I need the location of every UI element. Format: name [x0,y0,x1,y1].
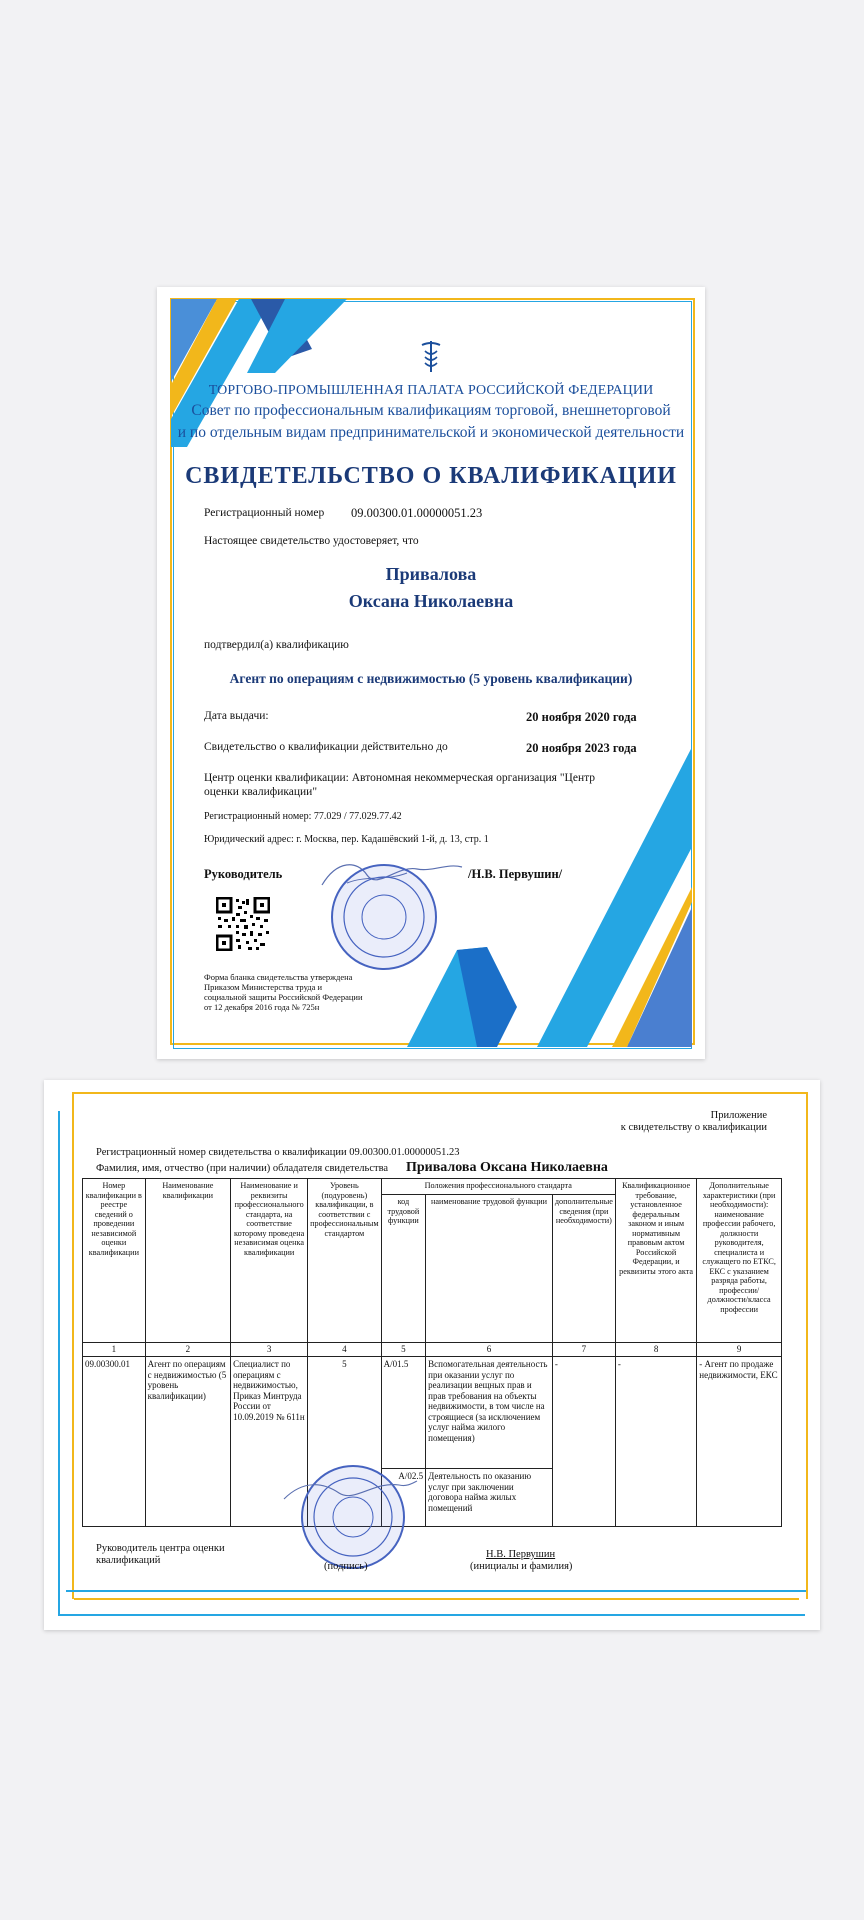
col-number: 7 [552,1343,615,1357]
certificate-title: СВИДЕТЕЛЬСТВО О КВАЛИФИКАЦИИ [185,463,677,489]
certifies-text: Настоящее свидетельство удостоверяет, что [204,535,419,547]
col-header-qualification: Наименование квалификации [145,1179,230,1343]
cell-function-code-2: A/02.5 [381,1469,426,1527]
qr-code-icon [216,897,270,951]
col-header-standard: Наименование и реквизиты профессионального стандарта, на соответствие которому проведена независимая оценка квалификации [231,1179,308,1343]
cell-function-name-1: Вспомогательная деятельность при оказании услуг по реализации вещных прав и прав требования на объекты недвижимости, в том числе на строящиеся (за исключением услуг найма жилого помещения) [426,1357,553,1469]
cell-requirement: - [615,1357,696,1527]
org-name-line2: Совет по профессиональным квалификациям торговой, внешнеторговой [191,402,671,419]
confirmed-text: подтвердил(а) квалификацию [204,639,349,651]
cell-additional: - Агент по продаже недвижимости, ЕКС [697,1357,782,1527]
holder-surname: Привалова [385,564,477,584]
col-header-function-code: код трудовой функции [381,1195,426,1343]
head-name: /Н.В. Первушин/ [468,867,563,881]
org-name-line1: ТОРГОВО-ПРОМЫШЛЕННАЯ ПАЛАТА РОССИЙСКОЙ ФЕДЕРАЦИИ [208,383,654,398]
appendix-gold-line [74,1598,799,1600]
form-note-line2: Приказом Министерства труда и [204,982,323,992]
appendix-reg-line: Регистрационный номер свидетельства о квалификации 09.00300.01.00000051.23 [96,1147,460,1158]
official-stamp-icon [329,862,439,972]
appendix-page [44,1080,820,1630]
footer-head-label-line2: квалификаций [96,1555,161,1566]
col-header-requirement: Квалификационное требование, установленное федеральным законом и иным нормативным правовым актом Российской Федерации, и реквизиты этого акта [615,1179,696,1343]
form-note-line1: Форма бланка свидетельства утверждена [204,972,353,982]
cell-level: 5 [308,1357,381,1527]
center-address: Юридический адрес: г. Москва, пер. Кадашёвский 1-й, д. 13, стр. 1 [204,834,489,845]
col-header-function-name: наименование трудовой функции [426,1195,553,1343]
appendix-fio-value: Привалова Оксана Николаевна [406,1160,608,1175]
reg-label: Регистрационный номер [204,507,325,519]
footer-head-name: Н.В. Первушин [486,1549,556,1560]
valid-until-label: Свидетельство о квалификации действительно до [204,741,448,753]
col-number: 8 [615,1343,696,1357]
appendix-blue-line [66,1590,806,1592]
col-header-extra-info: дополнительные сведения (при необходимости) [552,1195,615,1343]
head-label: Руководитель [204,867,283,881]
center-reg-number: Регистрационный номер: 77.029 / 77.029.77.42 [204,811,402,822]
form-note-line4: от 12 декабря 2016 года № 725н [204,1002,320,1012]
col-number: 3 [231,1343,308,1357]
col-number: 2 [145,1343,230,1357]
certificate-page [157,287,705,1059]
cell-registry-number: 09.00300.01 [83,1357,146,1527]
chamber-emblem-icon [419,339,443,373]
cell-function-name-2: Деятельность по оказанию услуг при заключении договора найма жилых помещений [426,1469,553,1527]
cell-extra-info: - [552,1357,615,1527]
reg-number: 09.00300.01.00000051.23 [351,506,483,520]
org-name-line3: и по отдельным видам предпринимательской и экономической деятельности [177,424,685,441]
valid-until-date: 20 ноября 2023 года [526,741,637,755]
footer-head-label-line1: Руководитель центра оценки [96,1543,225,1554]
center-name-line2: оценки квалификации" [204,786,318,798]
col-number: 5 [381,1343,426,1357]
col-header-additional: Дополнительные характеристики (при необходимости): наименование профессии рабочего, должности руководителя, специалиста и служащего по ЕТКС, ЕКС с указанием разряда работы, профессии/должности/класса профессии [697,1179,782,1343]
cell-qualification: Агент по операциям с недвижимостью (5 уровень квалификации) [145,1357,230,1527]
cell-function-code-1: A/01.5 [381,1357,426,1469]
col-number: 4 [308,1343,381,1357]
signature-label: (подпись) [324,1561,368,1572]
appendix-fio-label: Фамилия, имя, отчество (при наличии) обладателя свидетельства [96,1163,389,1174]
issue-date: 20 ноября 2020 года [526,710,637,724]
appendix-header-line1: Приложение [710,1110,767,1121]
cell-standard: Специалист по операциям с недвижимостью, Приказ Минтруда России от 10.09.2019 № 611н [231,1357,308,1527]
qualification-name: Агент по операциям с недвижимостью (5 уровень квалификации) [229,671,633,686]
col-number: 9 [697,1343,782,1357]
col-number: 1 [83,1343,146,1357]
signature-icon [279,1475,419,1505]
issue-date-label: Дата выдачи: [204,710,269,722]
qualification-table [82,1178,782,1527]
col-header-standard-provisions: Положения профессионального стандарта [381,1179,615,1195]
appendix-header-line2: к свидетельству о квалификации [620,1122,767,1133]
center-name-line1: Центр оценки квалификации: Автономная некоммерческая организация "Центр [204,772,596,784]
col-header-level: Уровень (подуровень) квалификации, в соответствии с профессиональным стандартом [308,1179,381,1343]
form-note-line3: социальной защиты Российской Федерации [204,992,363,1002]
holder-given-names: Оксана Николаевна [348,591,514,611]
footer-name-label: (инициалы и фамилия) [470,1561,573,1572]
col-header-registry-number: Номер квалификации в реестре сведений о проведении независимой оценки квалификации [83,1179,146,1343]
col-number: 6 [426,1343,553,1357]
